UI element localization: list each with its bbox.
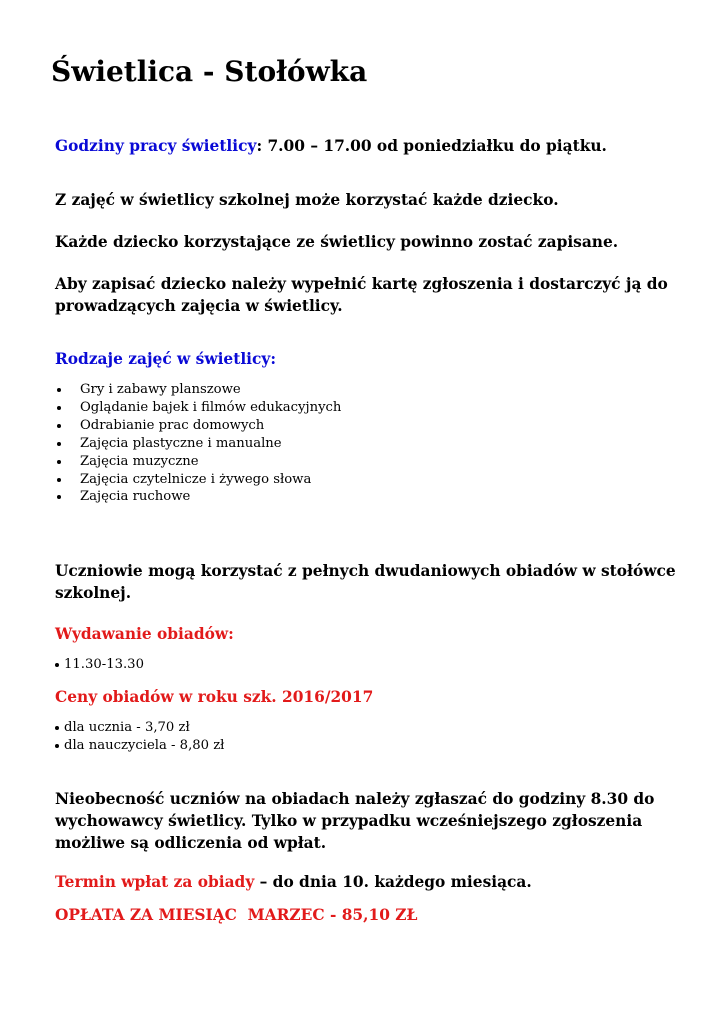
list-item: Odrabianie prac domowych: [55, 417, 341, 435]
list-item: dla ucznia - 3,70 zł: [55, 719, 224, 737]
absence-note: Nieobecność uczniów na obiadach należy zgłaszać do godziny 8.30 do wychowawcy świetlicy. Tylko w przypadku wcześniejszego zgłoszenia możliwe są odliczenia od wpłat.: [55, 790, 655, 852]
list-item: dla nauczyciela - 8,80 zł: [55, 737, 224, 755]
activities-heading: Rodzaje zajęć w świetlicy:: [55, 350, 277, 368]
prices-heading: Ceny obiadów w roku szk. 2016/2017: [55, 688, 374, 706]
opening-hours-value: : 7.00 – 17.00 od poniedziałku do piątku.: [256, 137, 607, 155]
paragraph-registration: Każde dziecko korzystające ze świetlicy powinno zostać zapisane.: [55, 233, 619, 251]
list-item: Zajęcia czytelnicze i żywego słowa: [55, 471, 341, 489]
monthly-fee: OPŁATA ZA MIESIĄC MARZEC - 85,10 ZŁ: [55, 906, 418, 924]
payment-deadline-label: Termin wpłat za obiady: [55, 873, 255, 891]
paragraph-eligibility: Z zajęć w świetlicy szkolnej może korzystać każde dziecko.: [55, 191, 559, 209]
payment-deadline-value: – do dnia 10. każdego miesiąca.: [254, 873, 532, 891]
prices-list: [55, 719, 224, 755]
serving-list: [55, 656, 144, 674]
activities-list: [55, 381, 341, 506]
canteen-intro: Uczniowie mogą korzystać z pełnych dwudaniowych obiadów w stołówce szkolnej.: [55, 562, 676, 602]
serving-heading: Wydawanie obiadów:: [55, 625, 234, 643]
opening-hours: [55, 135, 685, 157]
list-item: Oglądanie bajek i filmów edukacyjnych: [55, 399, 341, 417]
paragraph-enrollment-form: Aby zapisać dziecko należy wypełnić kartę zgłoszenia i dostarczyć ją do prowadzących zajęcia w świetlicy.: [55, 275, 668, 315]
list-item: Zajęcia ruchowe: [55, 488, 341, 506]
page-title: Świetlica - Stołówka: [51, 55, 368, 88]
list-item: Zajęcia plastyczne i manualne: [55, 435, 341, 453]
payment-deadline: [55, 871, 685, 893]
list-item: 11.30-13.30: [55, 656, 144, 674]
list-item: Gry i zabawy planszowe: [55, 381, 341, 399]
list-item: Zajęcia muzyczne: [55, 453, 341, 471]
opening-hours-label: Godziny pracy świetlicy: [55, 137, 257, 155]
